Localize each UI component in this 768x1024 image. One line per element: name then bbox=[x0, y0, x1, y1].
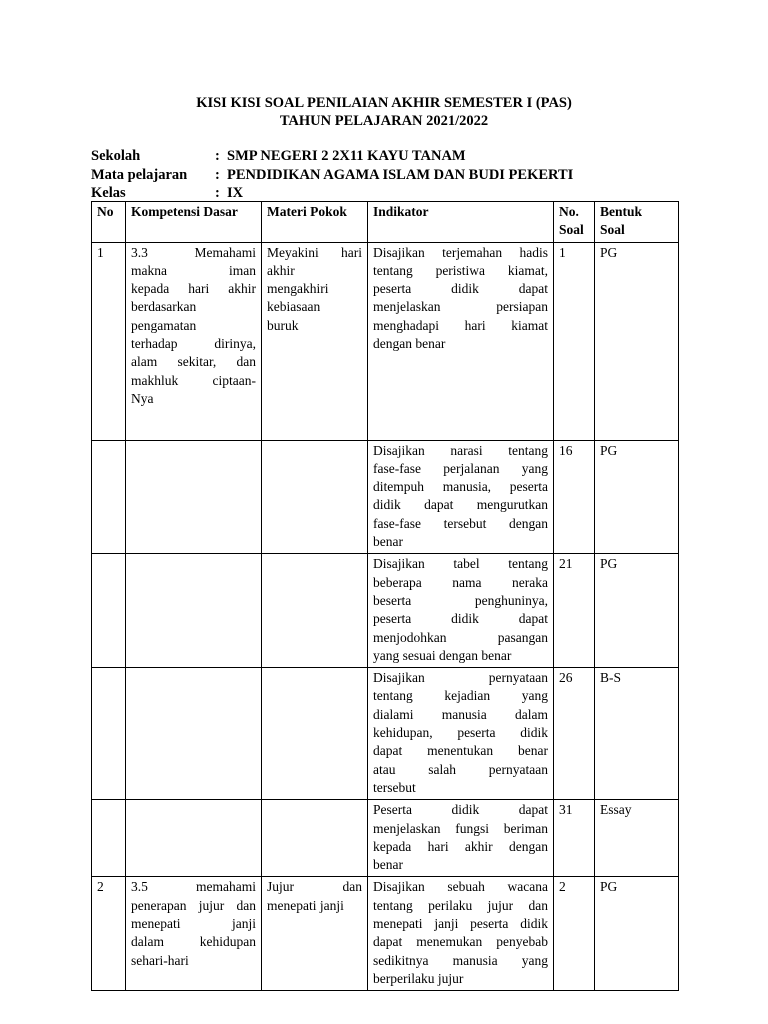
cell-kompetensi-dasar-line: dalam kehidupan bbox=[131, 934, 256, 950]
document-title: KISI KISI SOAL PENILAIAN AKHIR SEMESTER I (PAS) bbox=[196, 95, 572, 111]
cell-no bbox=[92, 800, 126, 877]
header-kompetensi-dasar: Kompetensi Dasar bbox=[126, 202, 262, 243]
cell-indikator-line: Disajikan tabel tentang bbox=[373, 556, 548, 572]
cell-indikator-line: peserta didik dapat bbox=[373, 281, 548, 297]
cell-bentuk-soal: B-S bbox=[595, 668, 679, 800]
cell-no: 2 bbox=[92, 877, 126, 991]
cell-kompetensi-dasar bbox=[126, 554, 262, 668]
cell-materi-pokok bbox=[262, 668, 368, 800]
cell-materi-pokok-line: menepati janji bbox=[267, 897, 344, 913]
header-no-soal-line1: No. bbox=[559, 204, 579, 219]
cell-materi-pokok-line: buruk bbox=[267, 317, 299, 333]
header-bentuk-soal-line1: Bentuk bbox=[600, 204, 643, 219]
table-row bbox=[92, 242, 679, 440]
meta-colon: : bbox=[215, 185, 220, 201]
header-indikator: Indikator bbox=[368, 202, 554, 243]
cell-no-soal: 21 bbox=[554, 554, 595, 668]
cell-no bbox=[92, 440, 126, 554]
table-row bbox=[92, 440, 679, 554]
cell-indikator-line: sedikitnya manusia yang bbox=[373, 952, 548, 968]
cell-kompetensi-dasar-line: menepati janji bbox=[131, 916, 256, 932]
cell-indikator-line: kepada hari akhir dengan bbox=[373, 838, 548, 854]
cell-bentuk-soal: PG bbox=[595, 554, 679, 668]
cell-no-soal: 31 bbox=[554, 800, 595, 877]
cell-kompetensi-dasar-line: alam sekitar, dan bbox=[131, 354, 256, 370]
header-materi-pokok: Materi Pokok bbox=[262, 202, 368, 243]
cell-bentuk-soal: PG bbox=[595, 877, 679, 991]
cell-indikator-line: menghadapi hari kiamat bbox=[373, 317, 548, 333]
cell-indikator bbox=[368, 554, 554, 668]
header-bentuk-soal-line2: Soal bbox=[600, 222, 625, 238]
cell-no: 1 bbox=[92, 242, 126, 440]
cell-no-soal: 2 bbox=[554, 877, 595, 991]
cell-indikator-line: menjodohkan pasangan bbox=[373, 629, 548, 645]
cell-kompetensi-dasar bbox=[126, 800, 262, 877]
cell-indikator-line: dialami manusia dalam bbox=[373, 706, 548, 722]
cell-materi-pokok-line: kebiasaan bbox=[267, 299, 321, 315]
cell-indikator-line: Disajikan sebuah wacana bbox=[373, 879, 548, 895]
cell-kompetensi-dasar-line: sehari-hari bbox=[131, 952, 189, 968]
cell-kompetensi-dasar-line: 3.3 Memahami bbox=[131, 244, 256, 260]
cell-indikator-line: tentang perilaku jujur dan bbox=[373, 897, 548, 913]
cell-indikator-line: benar bbox=[373, 534, 403, 550]
document-subtitle: TAHUN PELAJARAN 2021/2022 bbox=[279, 113, 489, 129]
cell-materi-pokok-line: mengakhiri bbox=[267, 281, 329, 297]
table-header-row bbox=[92, 202, 679, 243]
cell-indikator-line: atau salah pernyataan bbox=[373, 761, 548, 777]
table-body bbox=[92, 242, 679, 991]
cell-indikator-line: menjelaskan fungsi beriman bbox=[373, 820, 548, 836]
cell-materi-pokok bbox=[262, 242, 368, 440]
cell-no-soal: 16 bbox=[554, 440, 595, 554]
cell-materi-pokok bbox=[262, 440, 368, 554]
cell-indikator-line: Disajikan terjemahan hadis bbox=[373, 244, 548, 260]
meta-subject-label: Mata pelajaran bbox=[91, 167, 188, 183]
cell-indikator-line: ditempuh manusia, peserta bbox=[373, 479, 548, 495]
cell-kompetensi-dasar-line: terhadap dirinya, bbox=[131, 336, 256, 352]
cell-indikator-line: peserta didik dapat bbox=[373, 611, 548, 627]
cell-no-soal: 1 bbox=[554, 242, 595, 440]
meta-colon: : bbox=[215, 148, 220, 164]
cell-indikator bbox=[368, 440, 554, 554]
meta-class-value: IX bbox=[227, 185, 244, 201]
cell-indikator-line: dapat menentukan benar bbox=[373, 743, 548, 759]
cell-kompetensi-dasar bbox=[126, 440, 262, 554]
kisi-kisi-table bbox=[91, 201, 679, 991]
cell-indikator-line: fase-fase tersebut dengan bbox=[373, 515, 548, 531]
table-row bbox=[92, 668, 679, 800]
cell-bentuk-soal: PG bbox=[595, 242, 679, 440]
cell-indikator-line: Disajikan pernyataan bbox=[373, 670, 548, 686]
cell-indikator-line: menepati janji peserta didik bbox=[373, 916, 548, 932]
cell-indikator-line: tersebut bbox=[373, 779, 416, 795]
cell-indikator-line: benar bbox=[373, 857, 403, 873]
header-no-soal bbox=[554, 202, 595, 243]
header-bentuk-soal bbox=[595, 202, 679, 243]
table-row bbox=[92, 554, 679, 668]
cell-indikator bbox=[368, 800, 554, 877]
cell-kompetensi-dasar-line: berdasarkan bbox=[131, 299, 197, 315]
cell-kompetensi-dasar-line: pengamatan bbox=[131, 317, 197, 333]
cell-bentuk-soal: PG bbox=[595, 440, 679, 554]
cell-materi-pokok-line: Jujur dan bbox=[267, 879, 362, 895]
cell-indikator-line: berperilaku jujur bbox=[373, 970, 464, 986]
cell-bentuk-soal: Essay bbox=[595, 800, 679, 877]
header-no: No bbox=[92, 202, 126, 243]
cell-indikator-line: beserta penghuninya, bbox=[373, 592, 548, 608]
cell-materi-pokok bbox=[262, 800, 368, 877]
cell-no bbox=[92, 668, 126, 800]
cell-indikator-line: menjelaskan persiapan bbox=[373, 299, 548, 315]
cell-kompetensi-dasar bbox=[126, 877, 262, 991]
meta-school-label: Sekolah bbox=[91, 148, 141, 164]
cell-indikator-line: tentang kejadian yang bbox=[373, 688, 548, 704]
cell-kompetensi-dasar-line: 3.5 memahami bbox=[131, 879, 256, 895]
cell-indikator bbox=[368, 877, 554, 991]
cell-indikator-line: Disajikan narasi tentang bbox=[373, 442, 548, 458]
cell-indikator-line: dapat menemukan penyebab bbox=[373, 934, 548, 950]
cell-materi-pokok-line: akhir bbox=[267, 262, 295, 278]
cell-materi-pokok bbox=[262, 877, 368, 991]
cell-materi-pokok bbox=[262, 554, 368, 668]
cell-indikator-line: yang sesuai dengan benar bbox=[373, 647, 512, 663]
cell-indikator bbox=[368, 668, 554, 800]
table-row bbox=[92, 800, 679, 877]
cell-kompetensi-dasar-line: Nya bbox=[131, 390, 154, 406]
cell-kompetensi-dasar bbox=[126, 242, 262, 440]
cell-kompetensi-dasar-line: makhluk ciptaan- bbox=[131, 372, 256, 388]
cell-indikator-line: dengan benar bbox=[373, 336, 446, 352]
cell-kompetensi-dasar bbox=[126, 668, 262, 800]
cell-indikator-line: tentang peristiwa kiamat, bbox=[373, 262, 548, 278]
cell-indikator bbox=[368, 242, 554, 440]
table-row bbox=[92, 877, 679, 991]
cell-kompetensi-dasar-line: makna iman bbox=[131, 262, 256, 278]
cell-indikator-line: fase-fase perjalanan yang bbox=[373, 460, 548, 476]
cell-no-soal: 26 bbox=[554, 668, 595, 800]
cell-indikator-line: didik dapat mengurutkan bbox=[373, 497, 548, 513]
cell-materi-pokok-line: Meyakini hari bbox=[267, 244, 362, 260]
cell-indikator-line: beberapa nama neraka bbox=[373, 574, 548, 590]
cell-kompetensi-dasar-line: kepada hari akhir bbox=[131, 281, 256, 297]
meta-subject-value: PENDIDIKAN AGAMA ISLAM DAN BUDI PEKERTI bbox=[227, 167, 574, 183]
cell-indikator-line: Peserta didik dapat bbox=[373, 802, 548, 818]
meta-school-value: SMP NEGERI 2 2X11 KAYU TANAM bbox=[227, 148, 466, 164]
cell-kompetensi-dasar-line: penerapan jujur dan bbox=[131, 897, 256, 913]
header-no-soal-line2: Soal bbox=[559, 222, 584, 238]
meta-colon: : bbox=[215, 167, 220, 183]
cell-no bbox=[92, 554, 126, 668]
cell-indikator-line: kehidupan, peserta didik bbox=[373, 725, 548, 741]
meta-class-label: Kelas bbox=[91, 185, 126, 201]
